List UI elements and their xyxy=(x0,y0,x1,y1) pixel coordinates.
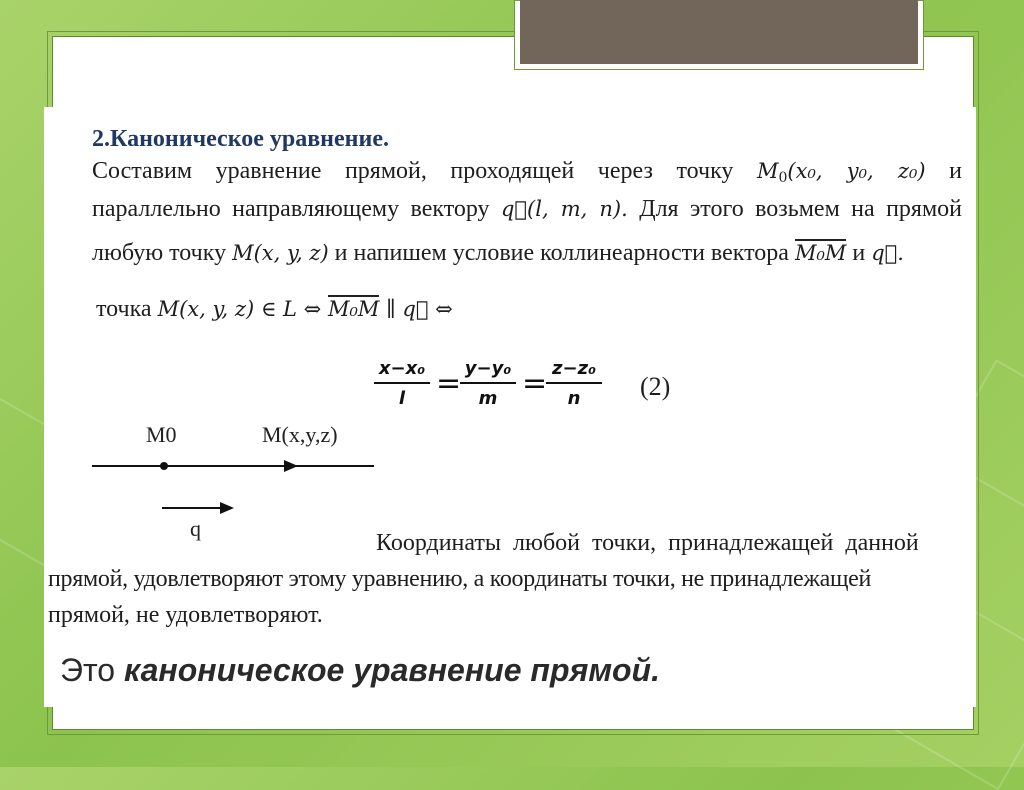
text: и xyxy=(949,158,963,184)
paragraph-2-line-2: прямой, удовлетворяют этому уравнению, а координаты точки, не принадлежащей xyxy=(48,566,872,592)
collinearity-condition xyxy=(96,290,453,328)
text: любую точку xyxy=(92,240,227,266)
direction-vector: q⃗(l, m, n). xyxy=(500,197,628,221)
denominator: m xyxy=(478,388,498,409)
paragraph-1-line-1 xyxy=(92,158,962,186)
point-m: M(x, y, z) xyxy=(232,241,329,265)
label-m0: M0 xyxy=(146,422,177,447)
text: точка xyxy=(96,296,152,322)
math-text: (x₀, y₀, z₀) xyxy=(787,159,926,183)
point-m0 xyxy=(756,159,926,186)
text: параллельно направляющему вектору xyxy=(92,196,490,222)
vector-m0m: M₀M xyxy=(327,297,380,321)
conclusion-prefix: Это xyxy=(60,652,124,688)
math-text: M xyxy=(756,159,779,183)
numerator: z−z₀ xyxy=(546,358,602,384)
vector-q: q⃗. xyxy=(871,241,904,265)
arrowhead xyxy=(284,460,298,472)
conclusion xyxy=(60,652,660,689)
text: и xyxy=(852,240,866,266)
point-m0-dot xyxy=(160,462,168,470)
denominator: l xyxy=(398,388,406,409)
equals-sign: = xyxy=(522,366,548,401)
line-diagram xyxy=(88,452,378,522)
conclusion-emphasis: каноническое уравнение прямой. xyxy=(123,652,660,688)
numerator: y−y₀ xyxy=(460,358,516,384)
condition-expr: M(x, y, z) ∈ L ⇔ xyxy=(157,297,328,321)
vector-q-arrowhead xyxy=(220,502,234,514)
label-q: q xyxy=(190,516,201,541)
numerator: x−x₀ xyxy=(374,358,430,384)
text: Составим уравнение прямой, проходящей через точку xyxy=(92,158,734,184)
paragraph-2-line-1: Координаты любой точки, принадлежащей данной xyxy=(376,530,919,556)
fraction-z xyxy=(546,358,602,409)
fraction-x xyxy=(374,358,430,409)
vector-m0m: M₀M xyxy=(794,241,847,265)
section-heading: 2.Каноническое уравнение. xyxy=(92,126,389,152)
paragraph-1-line-2 xyxy=(92,196,962,223)
title-placeholder xyxy=(520,0,918,64)
text: и напишем условие коллинеарности вектора xyxy=(334,240,789,266)
equation-number: (2) xyxy=(640,372,671,401)
label-m: M(x,y,z) xyxy=(262,422,338,447)
paragraph-1-line-3 xyxy=(92,234,904,272)
text: Для этого возьмем на прямой xyxy=(639,196,963,222)
paragraph-2-line-3: прямой, не удовлетворяют. xyxy=(48,602,323,628)
equals-sign: = xyxy=(436,366,462,401)
denominator: n xyxy=(567,388,581,409)
subscript: 0 xyxy=(778,170,788,186)
condition-rest: ∥ q⃗ ⇔ xyxy=(379,297,453,321)
fraction-y xyxy=(460,358,516,409)
